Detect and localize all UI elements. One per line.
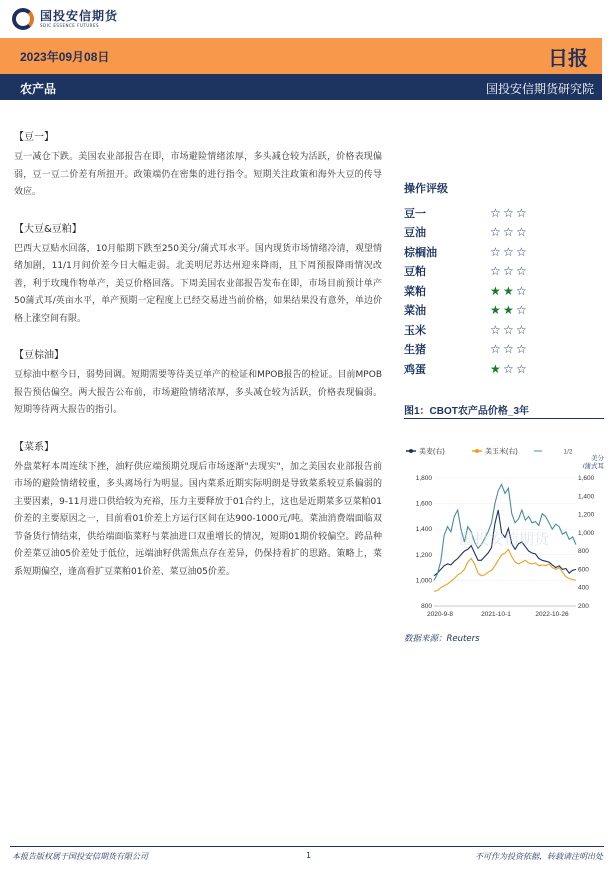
rating-product-name: 菜粕 [404,284,426,298]
legend-label: 美玉米(右) [485,448,518,456]
star-empty-icon: ☆ [503,264,514,279]
right-axis-tick: 1,200 [578,511,595,519]
section-body: 豆一减仓下跌。美国农业部报告在即，市场避险情绪浓厚，多头减仓较为活跃，价格表现偏弱，豆一豆二价差有所扭开。政策端仍在密集的进行指令。短期关注政策和海外大豆的传导效应。 [14,152,382,197]
section-soybean-one [14,128,382,202]
page-number: 1 [306,851,312,860]
star-empty-icon: ☆ [503,361,514,376]
rating-row [404,301,604,321]
star-empty-icon: ☆ [516,225,527,240]
left-axis-tick: 800 [421,603,432,610]
rating-stars [490,363,529,375]
section-name: 农产品 [20,82,57,96]
section-title: 【菜系】 [14,441,54,453]
section-body: 豆棕油中枢今日，弱势回调。短期需要等待美豆单产的检证和MPOB报告的检证。目前MPOB报告预估偏空。两大报告公布前，市场避险情绪浓厚，多头减仓较为活跃，价格表现偏弱。短期等待两大报告的指引。 [14,370,382,415]
star-empty-icon: ☆ [490,322,501,337]
legend-page-indicator: 1/2 [563,448,573,456]
logo-icon [12,8,34,30]
right-axis-tick: 800 [578,548,589,556]
cbot-price-chart [404,440,604,628]
rating-row [404,242,604,262]
date-banner [0,38,602,74]
rating-product-name: 生猪 [404,343,426,357]
figure-divider [404,418,604,419]
rating-stars [490,226,529,238]
rating-row [404,203,604,223]
company-logo [12,8,118,30]
legend-label: 美麦(右) [419,448,445,456]
section-title: 【豆一】 [14,132,54,143]
section-title: 【大豆&豆粕】 [14,223,82,235]
rating-stars [490,324,529,336]
star-empty-icon: ☆ [516,322,527,337]
footer-divider [10,846,604,847]
rating-product-name: 豆油 [404,226,426,240]
rating-stars [490,304,529,316]
report-date: 2023年09月08日 [20,50,110,64]
star-empty-icon: ☆ [516,361,527,376]
rating-title: 操作评级 [404,182,448,195]
rating-stars [490,285,529,297]
right-axis-tick: 600 [578,566,589,574]
section-rapeseed [14,438,382,582]
legend-marker [475,449,479,453]
rating-row [404,320,604,340]
right-axis-tick: 400 [578,584,589,592]
report-type: 日报 [548,46,588,70]
chart-watermark: 国投安信期货 [458,531,550,548]
star-empty-icon: ☆ [516,205,527,220]
right-axis-tick: 1,600 [578,475,595,482]
star-filled-icon: ★ [490,361,501,376]
star-empty-icon: ☆ [516,303,527,318]
figure-source: 数据来源：Reuters [404,634,480,644]
star-empty-icon: ☆ [516,283,527,298]
star-filled-icon: ★ [503,303,514,318]
commentary-column [14,122,382,599]
logo-name-en: SDIC ESSENCE FUTURES [40,23,100,28]
footer-disclaimer: 不可作为投资依据，转载请注明出处 [475,852,603,861]
section-body: 外盘菜籽本周连续下挫，油籽供应端预期兑现后市场逐渐"去现实"，加之美国农业部报告前市场的避险情绪较重，多头离场行为明显。国内菜系近期实际明朗是导致菜系较豆系偏弱的主要因素，9-11月进口供给较为充裕，压力主要释放于01合约上，这也是近期菜多豆菜粕01价差的主要原因之一，目前看01价差上方运行区间在达900-1000元/吨。菜油消费端面临双节备货行情结束，供给端面临菜籽与菜油进口双重增长的情况，短期01期价较偏空。跨品种价差菜豆油05价差处于低位，远端油籽供需焦点存在差异，仍保持看扩的思路。策略上，菜系短期偏空，逢高看扩豆菜粕01价差、菜豆油05价差。 [14,461,382,577]
rating-stars [490,207,529,219]
rating-product-name: 菜油 [404,304,426,318]
star-filled-icon: ★ [490,283,501,298]
star-empty-icon: ☆ [516,244,527,259]
rating-row [404,340,604,360]
star-filled-icon: ★ [490,303,501,318]
unit-label: 美分 [591,455,604,462]
star-empty-icon: ☆ [503,322,514,337]
rating-stars [490,246,529,258]
left-axis-tick: 1,800 [415,475,432,482]
right-axis-tick: 200 [578,603,589,610]
star-empty-icon: ☆ [516,264,527,279]
star-empty-icon: ☆ [503,225,514,240]
rating-stars [490,343,529,355]
rating-product-name: 豆一 [404,206,426,220]
star-empty-icon: ☆ [503,342,514,357]
right-axis-tick: 1,400 [578,493,595,501]
logo-name-cn: 国投安信期货 [40,9,119,23]
star-empty-icon: ☆ [503,205,514,220]
x-axis-tick: 2022-10-26 [535,611,569,618]
rating-row [404,281,604,301]
section-body: 巴西大豆贴水回落，10月船期下跌至250美分/蒲式耳水平。国内现货市场情绪冷清，观望情绪加剧，11/1月间价差今日大幅走弱。北美明尼苏达州迎来降雨，且下周预报降雨情况改善，利于玫瑰作物单产，美豆价格回落。下周美国农业部报告发布在即，市场目前预计单产50蒲式耳/英亩水平，单产预期一定程度上已经交易进当前价格，如果结果没有意外，单边价格上涨空间有限。 [14,243,382,324]
x-axis-tick: 2021-10-1 [481,611,511,618]
left-axis-tick: 1,000 [415,577,432,585]
left-axis-tick: 1,600 [415,500,432,508]
x-axis-tick: 2020-9-8 [426,611,454,618]
right-axis-tick: 1,000 [578,529,595,537]
figure-title: 图1：CBOT农产品价格_3年 [404,406,530,417]
star-empty-icon: ☆ [490,244,501,259]
star-empty-icon: ☆ [490,205,501,220]
rating-row [404,223,604,243]
star-empty-icon: ☆ [490,342,501,357]
institute-name: 国投安信期货研究院 [485,82,594,96]
rating-product-name: 鸡蛋 [404,362,426,376]
section-soybean-meal [14,220,382,329]
section-title: 【豆棕油】 [14,350,64,361]
rating-stars [490,265,529,277]
star-empty-icon: ☆ [516,342,527,357]
rating-panel [404,180,604,379]
series-line [434,549,576,591]
section-soy-palm-oil [14,346,382,420]
left-axis-tick: 1,400 [415,526,432,534]
section-banner [0,74,602,100]
rating-product-name: 玉米 [404,323,426,337]
star-empty-icon: ☆ [503,244,514,259]
star-empty-icon: ☆ [490,264,501,279]
unit-label: /蒲式耳 [582,463,604,470]
rating-row [404,262,604,282]
rating-row [404,359,604,379]
left-axis-tick: 1,200 [415,551,432,559]
footer-copyright: 本报告版权属于国投安信期货有限公司 [12,852,148,861]
star-empty-icon: ☆ [490,225,501,240]
rating-list [404,203,604,379]
rating-product-name: 棕榈油 [404,245,437,259]
legend-marker [409,449,413,453]
rating-product-name: 豆粕 [404,265,426,279]
star-filled-icon: ★ [503,283,514,298]
